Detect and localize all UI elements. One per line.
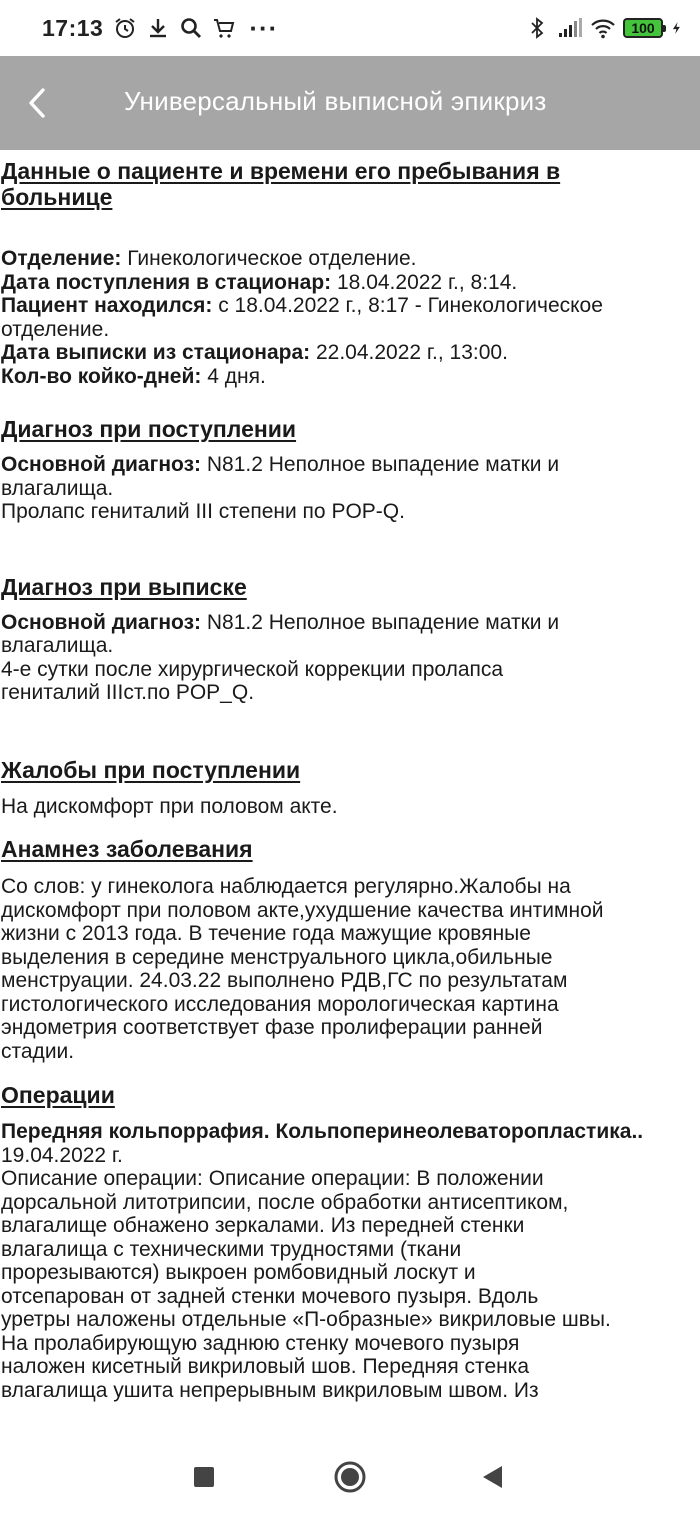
more-notifications-icon: ··· (249, 13, 279, 43)
operation-description-line: влагалища ушита непрерывным викриловым швом. Из (1, 1378, 539, 1402)
back-button[interactable] (14, 80, 60, 126)
operation-title: Передняя кольпоррафия. Кольпоперинеолеваторопластика.. (1, 1120, 644, 1143)
status-bar (0, 0, 700, 56)
operation-description-line: Описание операции: Описание операции: В положении (1, 1167, 544, 1190)
anamnesis-line: Со слов: у гинеколога наблюдается регулярно.Жалобы на (1, 875, 571, 898)
stay-row-cont: отделение. (1, 317, 110, 341)
admission-date-value: 18.04.2022 г., 8:14. (331, 270, 518, 294)
operation-description-line: наложен кисетный викриловый шов. Передняя стенка (1, 1355, 530, 1378)
home-circle-icon (333, 1460, 367, 1494)
operation-block (1, 1120, 700, 1402)
admission-date-row (1, 271, 700, 295)
discharge-main-diagnosis-value: N81.2 Неполное выпадение матки и (201, 610, 560, 634)
discharge-date-row (1, 341, 700, 365)
admission-main-diagnosis (1, 453, 700, 477)
stay-label: Пациент находился: (1, 294, 213, 317)
operation-description-line: уретры наложены отдельные «П-образные» викриловые швы. (1, 1308, 611, 1331)
anamnesis-line: эндометрия соответствует фазе пролиферации ранней (1, 1016, 543, 1039)
admission-main-diagnosis-cont: влагалища. (1, 476, 114, 500)
patient-info-block (1, 247, 700, 388)
discharge-main-diagnosis-label: Основной диагноз: (1, 610, 202, 634)
recents-square-icon (193, 1466, 215, 1488)
epicrisis-content[interactable] (0, 150, 700, 1433)
anamnesis-line: жизни с 2013 года. В течение года мажущие кровяные (1, 922, 531, 945)
discharge-main-diagnosis-cont: влагалища. (1, 634, 114, 657)
operation-date: 19.04.2022 г. (1, 1143, 123, 1167)
page-title: Универсальный выписной эпикриз (124, 86, 547, 116)
operation-description-line: дорсальной литотрипсии, после обработки антисептиком, (1, 1190, 569, 1214)
department-value: Гинекологическое отделение. (121, 247, 417, 270)
discharge-date-label: Дата выписки из стационара: (1, 341, 311, 364)
admission-diagnosis-block (1, 453, 700, 524)
discharge-diagnosis-block (1, 611, 700, 705)
section-heading-patient: Данные о пациенте и времени его пребывания в (1, 158, 561, 184)
operation-description-line: отсепарован от задней стенки мочевого пузыря. Вдоль (1, 1284, 539, 1308)
discharge-diagnosis-note-cont: гениталий IIIст.по POP_Q. (1, 681, 255, 704)
wifi-icon (590, 16, 616, 40)
battery-icon: 100 (623, 18, 663, 38)
discharge-diagnosis-note: 4-е сутки после хирургической коррекции пролапса (1, 657, 504, 681)
system-nav-bar (0, 1433, 700, 1517)
download-icon (146, 16, 170, 40)
complaints-text: На дискомфорт при половом акте. (1, 794, 338, 818)
chevron-left-icon (25, 86, 49, 120)
section-heading-anamnesis: Анамнез заболевания (1, 836, 253, 862)
bed-days-row (1, 365, 700, 389)
stay-row (1, 294, 700, 318)
anamnesis-line: менструации. 24.03.22 выполнено РДВ,ГС по результатам (1, 969, 568, 992)
anamnesis-line: гистологического исследования морологическая картина (1, 992, 559, 1016)
home-button[interactable] (332, 1459, 368, 1495)
department-label: Отделение: (1, 247, 122, 270)
recents-button[interactable] (186, 1459, 222, 1495)
operation-description-line: прорезываются) выкроен ромбовидный лоскут и (1, 1261, 476, 1284)
section-heading-patient-cont: больнице (1, 184, 113, 210)
operation-description-line: На пролабирующую заднюю стенку мочевого пузыря (1, 1331, 520, 1355)
back-triangle-icon (480, 1464, 504, 1490)
section-heading-complaints: Жалобы при поступлении (1, 756, 301, 783)
operation-description-line: влагалища с техническими трудностями (ткани (1, 1237, 462, 1261)
bed-days-value: 4 дня. (201, 364, 266, 388)
admission-date-label: Дата поступления в стационар: (1, 270, 332, 294)
section-heading-operations: Операции (1, 1082, 115, 1108)
stay-value: с 18.04.2022 г., 8:17 - Гинекологическое (212, 294, 603, 317)
app-bar (0, 56, 700, 150)
signal-icon (557, 16, 583, 40)
operation-description-line: влагалище обнажено зеркалами. Из передней стенки (1, 1214, 525, 1237)
admission-diagnosis-note: Пролапс гениталий III степени по POP-Q. (1, 500, 405, 523)
section-heading-admission-diagnosis: Диагноз при поступлении (1, 416, 297, 442)
charging-icon (670, 16, 684, 40)
discharge-main-diagnosis (1, 611, 700, 635)
cart-icon (212, 16, 236, 40)
search-icon (179, 16, 203, 40)
section-heading-discharge-diagnosis: Диагноз при выписке (1, 573, 247, 600)
status-time: 17:13 (42, 14, 104, 41)
bluetooth-icon (524, 16, 550, 40)
anamnesis-line: дискомфорт при половом акте,ухудшение качества интимной (1, 898, 604, 922)
admission-main-diagnosis-label: Основной диагноз: (1, 453, 202, 476)
alarm-icon (113, 16, 137, 40)
anamnesis-line: стадии. (1, 1039, 75, 1063)
nav-back-button[interactable] (474, 1459, 510, 1495)
discharge-date-value: 22.04.2022 г., 13:00. (310, 341, 508, 364)
bed-days-label: Кол-во койко-дней: (1, 364, 202, 388)
anamnesis-block (1, 875, 700, 1063)
admission-main-diagnosis-value: N81.2 Неполное выпадение матки и (201, 453, 560, 476)
anamnesis-line: выделения в середине менструального цикла,обильные (1, 945, 553, 969)
department-row (1, 247, 700, 271)
